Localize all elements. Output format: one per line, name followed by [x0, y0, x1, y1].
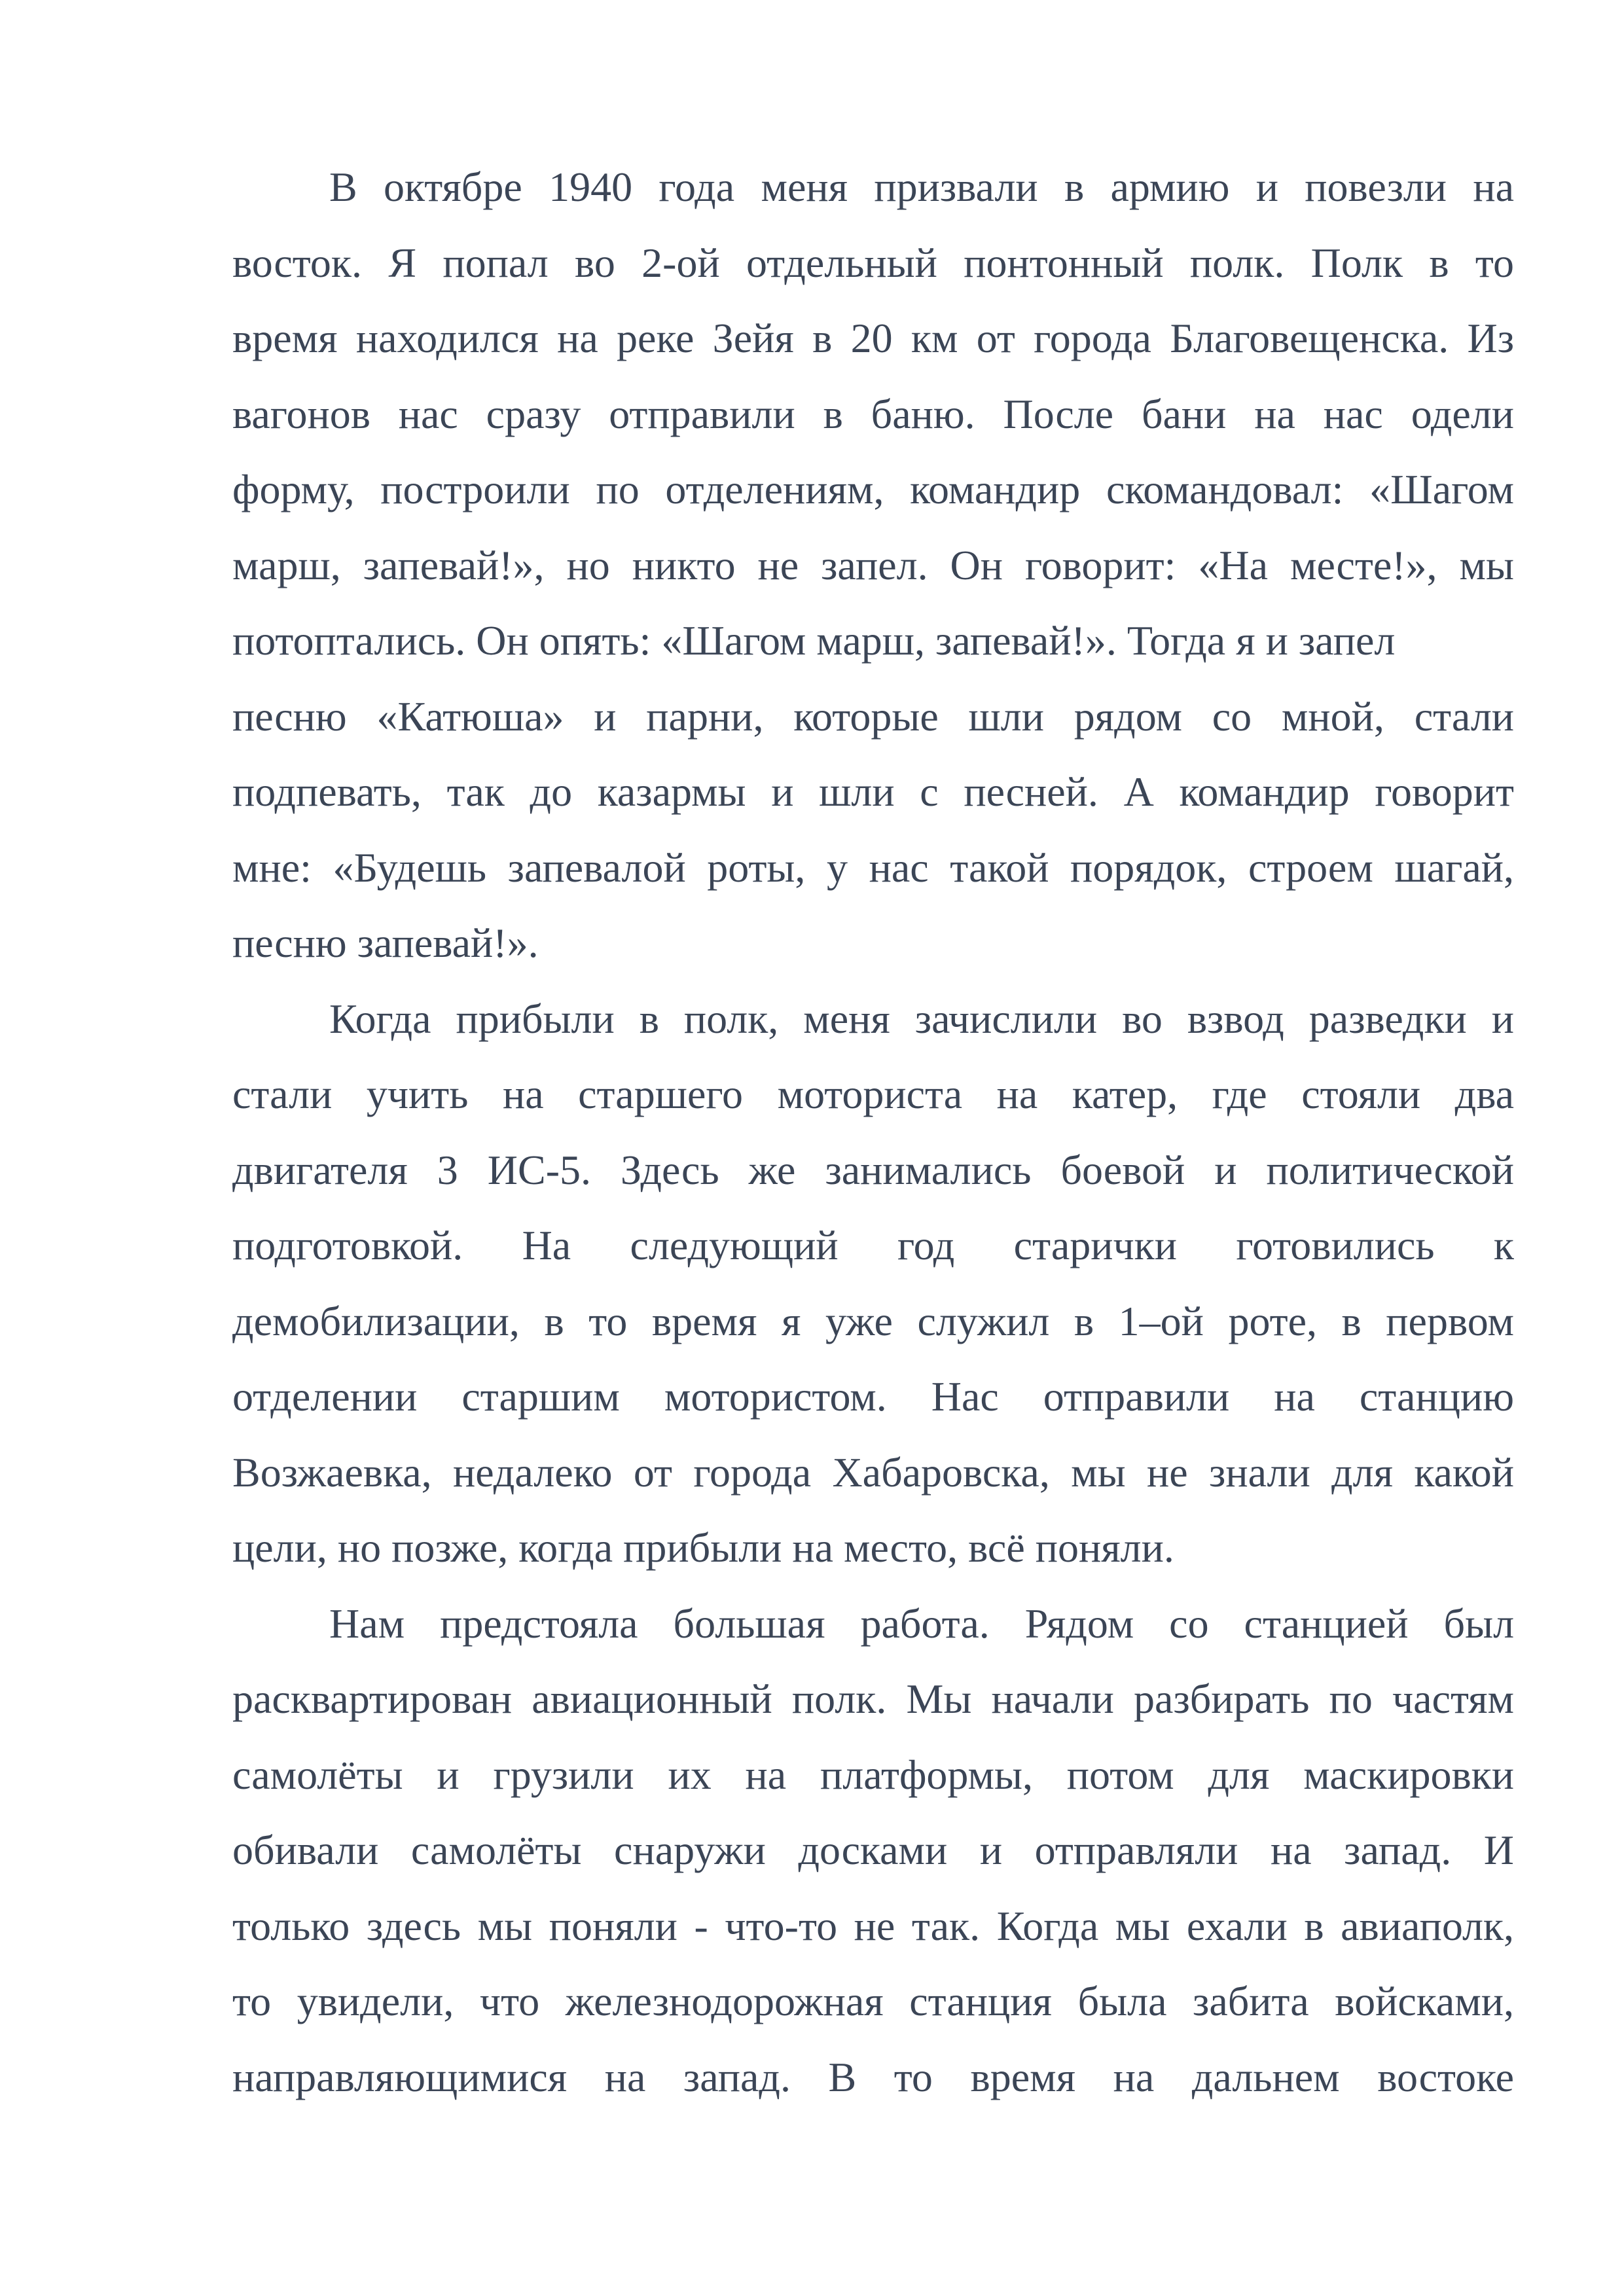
paragraph-2-line-3: двигателя 3 ИС-5. Здесь же занимались боевой и политической: [232, 1146, 1514, 1193]
paragraph-2-line-7: Возжаевка, недалеко от города Хабаровска, мы не знали для какой: [232, 1448, 1514, 1496]
paragraph-2-line-8: цели, но позже, когда прибыли на место, всё поняли.: [232, 1524, 1174, 1571]
paragraph-1-line-9: подпевать, так до казармы и шли с песней. А командир говорит: [232, 768, 1514, 815]
paragraph-3-line-2: расквартирован авиационный полк. Мы начали разбирать по частям: [232, 1676, 1514, 1722]
paragraph-3-line-5: только здесь мы поняли - что-то не так. Когда мы ехали в авиаполк,: [232, 1902, 1514, 1949]
paragraph-3-line-1: Нам предстояла большая работа. Рядом со станцией был: [329, 1600, 1514, 1647]
paragraph-1-line-5: форму, построили по отделениям, командир скомандовал: «Шагом: [232, 466, 1514, 512]
paragraph-1-line-3: время находился на реке Зейя в 20 км от города Благовещенска. Из: [232, 315, 1514, 361]
paragraph-1-line-7: потоптались. Он опять: «Шагом марш, запевай!». Тогда я и запел: [232, 617, 1396, 664]
paragraph-3-line-4: обивали самолёты снаружи досками и отправляли на запад. И: [232, 1827, 1514, 1873]
paragraph-1-line-8: песню «Катюша» и парни, которые шли рядом со мной, стали: [232, 692, 1514, 740]
paragraph-3-line-6: то увидели, что железнодорожная станция была забита войсками,: [232, 1978, 1514, 2024]
paragraph-1-line-10: мне: «Будешь запевалой роты, у нас такой порядок, строем шагай,: [232, 844, 1514, 891]
paragraph-1-line-1: В октябре 1940 года меня призвали в армию и повезли на: [329, 164, 1514, 210]
paragraph-1-line-11: песню запевай!».: [232, 920, 539, 966]
paragraph-1-line-2: восток. Я попал во 2-ой отдельный понтонный полк. Полк в то: [232, 239, 1514, 286]
paragraph-2-line-2: стали учить на старшего моториста на катер, где стояли два: [232, 1071, 1514, 1117]
paragraph-1-line-4: вагонов нас сразу отправили в баню. После бани на нас одели: [232, 390, 1514, 437]
paragraph-1-line-6: марш, запевай!», но никто не запел. Он говорит: «На месте!», мы: [232, 541, 1514, 588]
paragraph-2-line-1: Когда прибыли в полк, меня зачислили во взвод разведки и: [329, 995, 1514, 1042]
paragraph-3-line-3: самолёты и грузили их на платформы, потом для маскировки: [232, 1751, 1514, 1798]
paragraph-2-line-5: демобилизации, в то время я уже служил в 1–ой роте, в первом: [232, 1297, 1514, 1344]
memoir-text: [232, 149, 1514, 2115]
paragraph-3-line-7: направляющимися на запад. В то время на дальнем востоке: [232, 2053, 1514, 2100]
paragraph-2-line-4: подготовкой. На следующий год старички готовились к: [232, 1222, 1514, 1268]
paragraph-2-line-6: отделении старшим мотористом. Нас отправили на станцию: [232, 1373, 1514, 1420]
